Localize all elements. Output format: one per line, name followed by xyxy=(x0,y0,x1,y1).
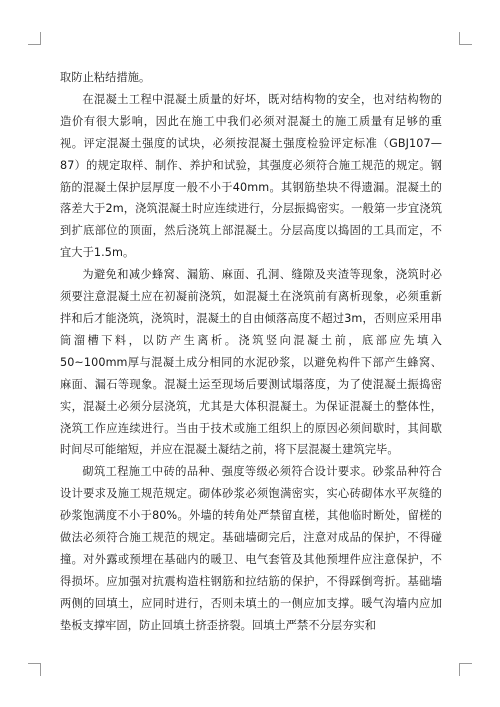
crop-mark-bottom-right xyxy=(459,663,472,676)
crop-mark-top-right xyxy=(459,32,472,45)
crop-mark-bottom-left xyxy=(28,663,41,676)
crop-mark-top-left xyxy=(28,32,41,45)
paragraph-concrete-pouring: 为避免和减少蜂窝、漏筋、麻面、孔洞、缝隙及夹渣等现象，浇筑时必须要注意混凝土应在初凝前浇筑，如混凝土在浇筑前有离析现象，必须重新拌和后才能浇筑，浇筑时，混凝土的自由倾落高度不超过3m，否则应采用串筒溜槽下料，以防产生离析。浇筑竖向混凝土前，底部应先填入50~100mm厚与混凝土成分相同的水泥砂浆，以避免构件下部产生蜂窝、麻面、漏石等现象。混凝土运至现场后要测试塌落度，为了使混凝土振捣密实，混凝土必须分层浇筑，尤其是大体积混凝土。为保证混凝土的整体性，浇筑工作应连续进行。当由于技术或施工组织上的原因必须间歇时，其间歇时间尽可能缩短，并应在混凝土凝结之前，将下层混凝土建筑完毕。 xyxy=(60,268,442,457)
paragraph-continuation: 取防止粘结措施。 xyxy=(60,71,151,84)
document-body xyxy=(60,67,442,637)
paragraph-concrete-quality: 在混凝土工程中混凝土质量的好坏，既对结构物的安全，也对结构物的造价有很大影响，因此在施工中我们必须对混凝土的施工质量有足够的重视。评定混凝土强度的试块，必须按混凝土强度检验评定标准（GBJ107—87）的规定取样、制作、养护和试验，其强度必须符合施工规范的规定。钢筋的混凝土保护层厚度一般不小于40mm。其钢筋垫块不得遗漏。混凝土的落差大于2m，浇筑混凝土时应连续进行，分层振捣密实。一般第一步宜浇筑到扩底部位的顶面，然后浇筑上部混凝土。分层高度以捣固的工具而定，不宜大于1.5m。 xyxy=(60,92,442,260)
paragraph-masonry: 砌筑工程施工中砖的品种、强度等级必须符合设计要求。砂浆品种符合设计要求及施工规范规定。砌体砂浆必须饱满密实，实心砖砌体水平灰缝的砂浆饱满度不小于80%。外墙的转角处严禁留直槎，其他临时断处，留槎的做法必须符合施工规范的规定。基础墙砌完后，注意对成品的保护，不得碰撞。对外露或预埋在基础内的暖卫、电气套管及其他预埋件应注意保护，不得损坏。应加强对抗震构造柱钢筋和拉结筋的保护，不得踩倒弯折。基础墙两侧的回填土，应同时进行，否则未填土的一侧应加支撑。暖气沟墙内应加垫板支撑牢固，防止回填土挤歪挤裂。回填土严禁不分层夯实和 xyxy=(60,465,442,632)
